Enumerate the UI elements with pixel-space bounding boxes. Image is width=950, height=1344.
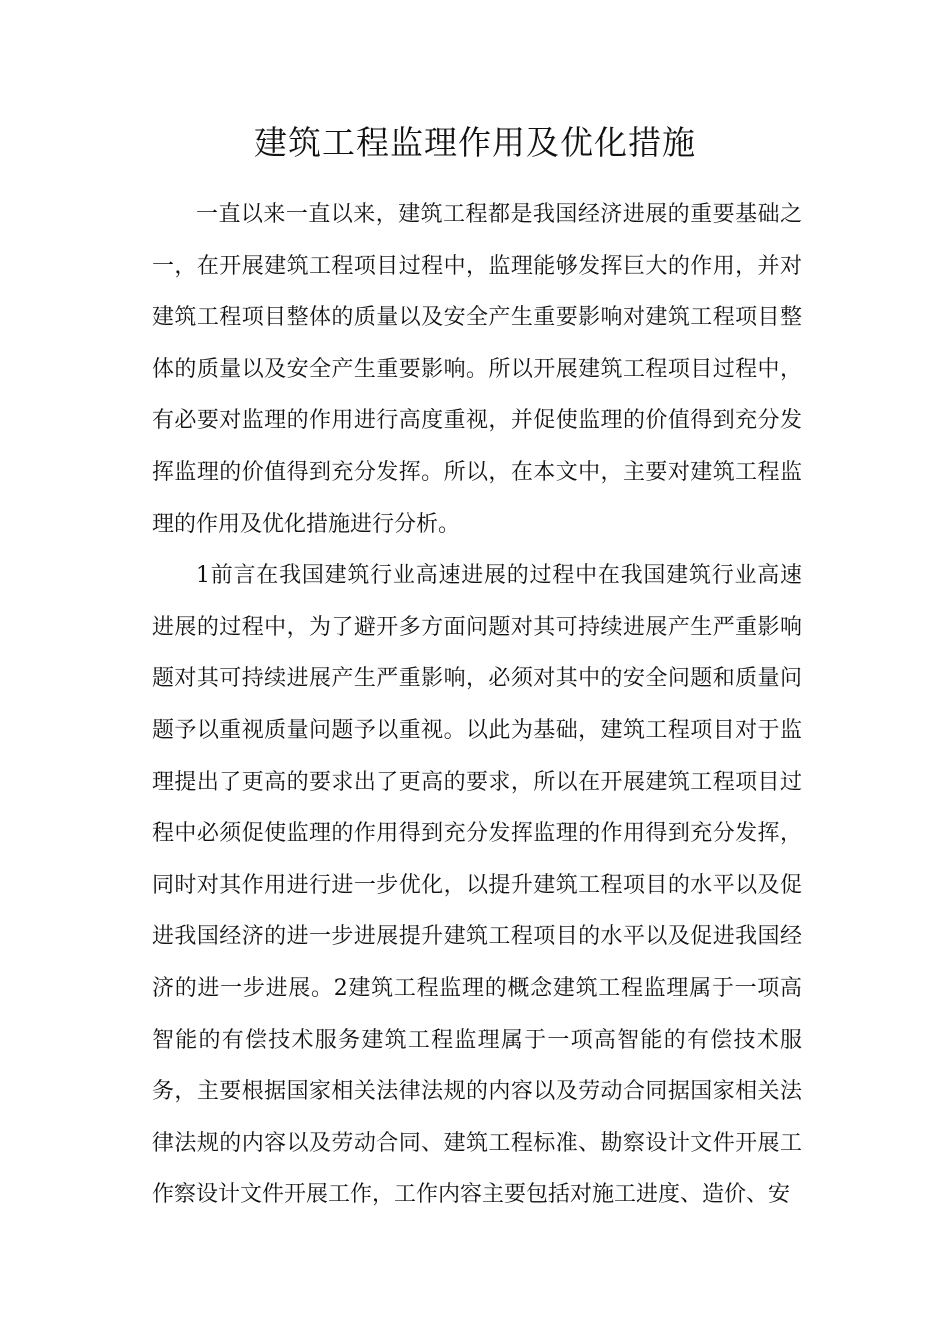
paragraph-section-1: 1前言在我国建筑行业高速进展的过程中在我国建筑行业高速进展的过程中，为了避开多方面问题对其可持续进展产生严重影响题对其可持续进展产生严重影响，必须对其中的安全问题和质量问题予以重视质量问题予以重视。以此为基础，建筑工程项目对于监理提出了更高的要求出了更高的要求，所以在开展建筑工程项目过程中必须促使监理的作用得到充分发挥监理的作用得到充分发挥，同时对其作用进行进一步优化，以提升建筑工程项目的水平以及促进我国经济的进一步进展提升建筑工程项目的水平以及促进我国经济的进一步进展。2建筑工程监理的概念建筑工程监理属于一项高智能的有偿技术服务建筑工程监理属于一项高智能的有偿技术服务，主要根据国家相关法律法规的内容以及劳动合同据国家相关法律法规的内容以及劳动合同、建筑工程标准、勘察设计文件开展工作察设计文件开展工作，工作内容主要包括对施工进度、造价、安: [152, 563, 802, 1208]
document-title: 建筑工程监理作用及优化措施: [254, 123, 696, 162]
paragraph-intro: 一直以来一直以来，建筑工程都是我国经济进展的重要基础之一，在开展建筑工程项目过程中，监理能够发挥巨大的作用，并对建筑工程项目整体的质量以及安全产生重要影响对建筑工程项目整体的质量以及安全产生重要影响。所以开展建筑工程项目过程中，有必要对监理的作用进行高度重视，并促使监理的价值得到充分发挥监理的价值得到充分发挥。所以，在本文中，主要对建筑工程监理的作用及优化措施进行分析。: [152, 202, 802, 537]
document-body: [152, 189, 802, 1221]
